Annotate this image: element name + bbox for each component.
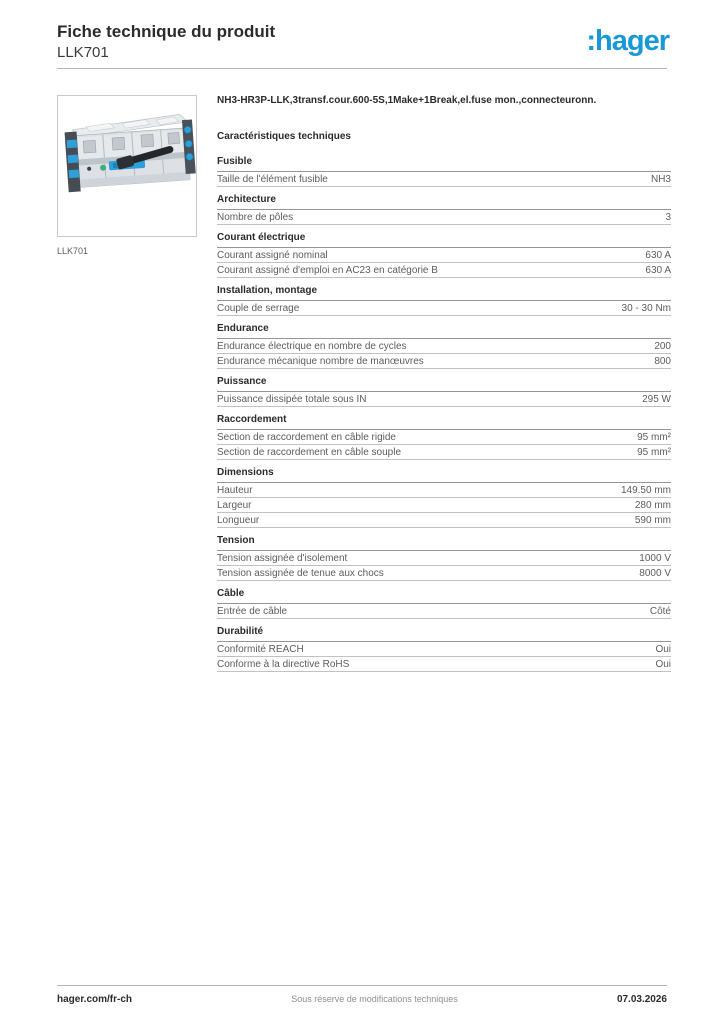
spec-section: [217, 626, 671, 672]
spec-row-label: Taille de l'élément fusible: [217, 174, 328, 185]
spec-row-value: 149.50 mm: [620, 485, 671, 496]
spec-section: [217, 323, 671, 369]
spec-section-rows: [217, 210, 671, 225]
spec-row-label: Endurance mécanique nombre de manœuvres: [217, 356, 424, 367]
spec-row: [217, 513, 671, 528]
spec-row-label: Couple de serrage: [217, 303, 300, 314]
spec-row: [217, 498, 671, 513]
spec-sections: [217, 156, 671, 672]
footer: [57, 994, 667, 1005]
header: [57, 21, 669, 62]
spec-row: [217, 642, 671, 657]
spec-row-label: Tension assignée de tenue aux chocs: [217, 568, 384, 579]
spec-section-title: Durabilité: [217, 626, 671, 642]
spec-row-label: Entrée de câble: [217, 606, 288, 617]
spec-row-value: 30 - 30 Nm: [621, 303, 671, 314]
spec-section: [217, 156, 671, 187]
spec-section-title: Courant électrique: [217, 232, 671, 248]
spec-row-value: 590 mm: [634, 515, 671, 526]
page-title: Fiche technique du produit: [57, 22, 276, 41]
spec-column: [217, 95, 671, 672]
spec-row-label: Section de raccordement en câble souple: [217, 447, 402, 458]
spec-row: [217, 339, 671, 354]
spec-row: [217, 657, 671, 672]
spec-row-value: 95 mm²: [637, 432, 671, 443]
spec-row: [217, 392, 671, 407]
hager-logo: :hager: [586, 25, 669, 57]
spec-row: [217, 566, 671, 581]
spec-row-value: 800: [654, 356, 671, 367]
spec-section-title: Architecture: [217, 194, 671, 210]
spec-row: [217, 551, 671, 566]
spec-row-value: Oui: [655, 644, 671, 655]
spec-row-value: NH3: [650, 174, 671, 185]
spec-row-label: Tension assignée d'isolement: [217, 553, 348, 564]
product-image-caption: LLK701: [57, 246, 89, 256]
spec-row-value: 200: [654, 341, 671, 352]
spec-row: [217, 483, 671, 498]
spec-section-rows: [217, 172, 671, 187]
spec-row-label: Hauteur: [217, 485, 253, 496]
footer-disclaimer: Sous réserve de modifications techniques: [291, 994, 458, 1004]
spec-section-rows: [217, 642, 671, 672]
spec-row-value: 1000 V: [639, 553, 671, 564]
spec-row: [217, 354, 671, 369]
spec-section: [217, 285, 671, 316]
spec-section: [217, 376, 671, 407]
spec-section: [217, 588, 671, 619]
spec-section-title: Installation, montage: [217, 285, 671, 301]
spec-section-title: Tension: [217, 535, 671, 551]
spec-row: [217, 430, 671, 445]
product-reference: LLK701: [57, 44, 109, 61]
spec-row-value: 95 mm²: [637, 447, 671, 458]
spec-section: [217, 414, 671, 460]
spec-section-rows: [217, 430, 671, 460]
spec-section-rows: [217, 551, 671, 581]
spec-row-value: 8000 V: [639, 568, 671, 579]
spec-row: [217, 263, 671, 278]
spec-section: [217, 467, 671, 528]
spec-row-value: 630 A: [645, 265, 671, 276]
spec-section-rows: [217, 301, 671, 316]
header-divider: [57, 68, 667, 69]
spec-section-title: Fusible: [217, 156, 671, 172]
spec-section-title: Raccordement: [217, 414, 671, 430]
spec-row: [217, 301, 671, 316]
spec-row: [217, 248, 671, 263]
footer-divider: [57, 985, 667, 986]
spec-row: [217, 172, 671, 187]
spec-row-value: 3: [665, 212, 671, 223]
spec-section-title: Puissance: [217, 376, 671, 392]
spec-section-rows: [217, 483, 671, 528]
spec-row-value: 295 W: [642, 394, 671, 405]
spec-section-rows: [217, 339, 671, 369]
spec-row: [217, 210, 671, 225]
spec-section: [217, 535, 671, 581]
spec-section: [217, 194, 671, 225]
characteristics-heading: Caractéristiques techniques: [217, 131, 351, 142]
spec-row-label: Conformité REACH: [217, 644, 304, 655]
footer-website-link[interactable]: hager.com/fr-ch: [57, 994, 133, 1005]
spec-row-value: Côté: [649, 606, 671, 617]
spec-section-title: Endurance: [217, 323, 671, 339]
spec-section-rows: [217, 248, 671, 278]
spec-section-title: Dimensions: [217, 467, 671, 483]
spec-row-label: Endurance électrique en nombre de cycles: [217, 341, 407, 352]
product-image: [57, 95, 197, 237]
product-name: NH3-HR3P-LLK,3transf.cour.600-5S,1Make+1Break,el.fuse mon.,connecteuronn.: [217, 95, 597, 106]
spec-row-value: Oui: [655, 659, 671, 670]
footer-date: 07.03.2026: [616, 994, 667, 1005]
spec-row-value: 630 A: [645, 250, 671, 261]
spec-row-label: Section de raccordement en câble rigide: [217, 432, 396, 443]
spec-row: [217, 604, 671, 619]
spec-row-label: Puissance dissipée totale sous IN: [217, 394, 367, 405]
spec-row-label: Courant assigné d'emploi en AC23 en catégorie B: [217, 265, 438, 276]
product-image-column: [57, 95, 197, 256]
spec-section-rows: [217, 604, 671, 619]
spec-row-value: 280 mm: [634, 500, 671, 511]
product-photo-illustration: [58, 96, 197, 237]
spec-row-label: Conforme à la directive RoHS: [217, 659, 350, 670]
spec-row: [217, 445, 671, 460]
spec-section-rows: [217, 392, 671, 407]
spec-row-label: Nombre de pôles: [217, 212, 294, 223]
spec-row-label: Longueur: [217, 515, 260, 526]
spec-row-label: Largeur: [217, 500, 252, 511]
spec-section: [217, 232, 671, 278]
spec-section-title: Câble: [217, 588, 671, 604]
spec-row-label: Courant assigné nominal: [217, 250, 328, 261]
